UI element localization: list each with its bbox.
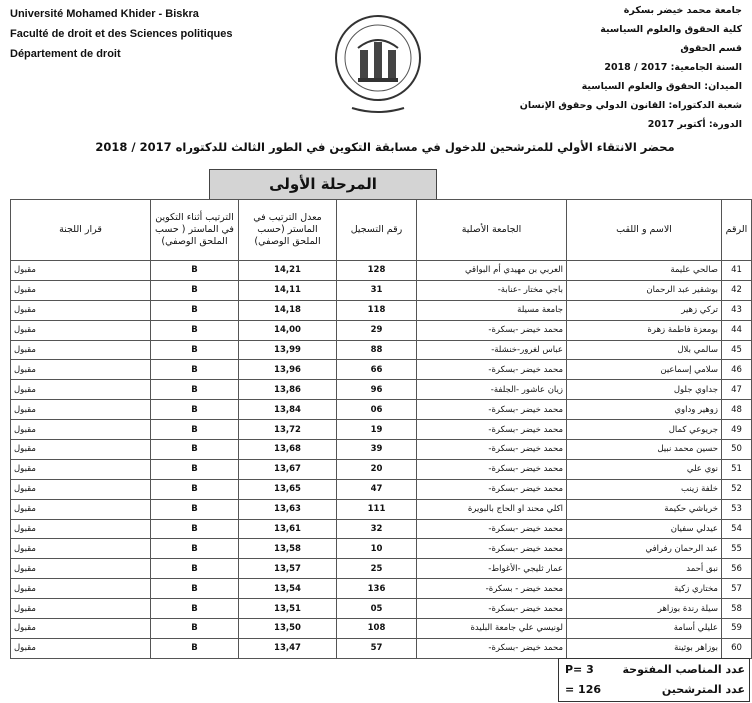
table-row — [11, 320, 752, 340]
registration-cell: 136 — [337, 579, 417, 599]
decision-cell: مقبول — [11, 400, 151, 420]
decision-cell: مقبول — [11, 599, 151, 619]
rank-cell: B — [151, 380, 239, 400]
average-cell: 13,54 — [239, 579, 337, 599]
decision-cell: مقبول — [11, 380, 151, 400]
university-cell: محمد خيضر -بسكرة- — [417, 519, 567, 539]
rank-cell: B — [151, 459, 239, 479]
university-cell: محمد خيضر -بسكرة- — [417, 400, 567, 420]
average-cell: 13,58 — [239, 539, 337, 559]
registration-cell: 19 — [337, 420, 417, 440]
number-cell: 48 — [722, 400, 752, 420]
table-header-row — [11, 200, 752, 261]
table-row — [11, 579, 752, 599]
open-posts-label: عدد المناصب المفتوحة — [622, 663, 745, 676]
university-cell: محمد خيضر -بسكرة- — [417, 320, 567, 340]
table-row — [11, 459, 752, 479]
average-cell: 13,72 — [239, 420, 337, 440]
university-cell: محمد خيضر -بسكرة- — [417, 479, 567, 499]
rank-cell: B — [151, 638, 239, 658]
phase-label: المرحلة الأولى — [209, 169, 437, 199]
table-row — [11, 499, 752, 519]
open-posts-value: P= 3 — [565, 663, 594, 676]
average-cell: 13,86 — [239, 380, 337, 400]
average-cell: 13,68 — [239, 440, 337, 460]
average-cell: 14,18 — [239, 300, 337, 320]
university-cell: جامعة مسيلة — [417, 300, 567, 320]
rank-cell: B — [151, 499, 239, 519]
decision-cell: مقبول — [11, 638, 151, 658]
table-row — [11, 261, 752, 281]
academic-year: السنة الجامعية: 2017 / 2018 — [604, 62, 742, 73]
rank-cell: B — [151, 320, 239, 340]
decision-cell: مقبول — [11, 360, 151, 380]
number-cell: 58 — [722, 599, 752, 619]
header-ar — [520, 1, 742, 134]
rank-cell: B — [151, 440, 239, 460]
table-row — [11, 440, 752, 460]
registration-cell: 29 — [337, 320, 417, 340]
rank-cell: B — [151, 420, 239, 440]
average-cell: 13,57 — [239, 559, 337, 579]
candidates-label: عدد المترشحين — [661, 683, 745, 696]
university-cell: محمد خيضر -بسكرة- — [417, 360, 567, 380]
registration-cell: 32 — [337, 519, 417, 539]
decision-cell: مقبول — [11, 619, 151, 639]
number-cell: 44 — [722, 320, 752, 340]
name-cell: بومعزة فاطمة زهرة — [567, 320, 722, 340]
name-cell: جريوعي كمال — [567, 420, 722, 440]
name-cell: سيلة رندة بوزاهر — [567, 599, 722, 619]
registration-cell: 25 — [337, 559, 417, 579]
header-decision: قرار اللجنة — [11, 200, 151, 261]
university-name-fr: Université Mohamed Khider - Biskra — [10, 8, 199, 20]
decision-cell: مقبول — [11, 440, 151, 460]
number-cell: 45 — [722, 340, 752, 360]
average-cell: 14,21 — [239, 261, 337, 281]
number-cell: 54 — [722, 519, 752, 539]
university-cell: اكلي محند او الحاج بالبويرة — [417, 499, 567, 519]
registration-cell: 57 — [337, 638, 417, 658]
rank-cell: B — [151, 400, 239, 420]
number-cell: 46 — [722, 360, 752, 380]
name-cell: جداوي جلول — [567, 380, 722, 400]
name-cell: بوزاهر بوثينة — [567, 638, 722, 658]
number-cell: 53 — [722, 499, 752, 519]
table-row — [11, 559, 752, 579]
number-cell: 51 — [722, 459, 752, 479]
name-cell: حسين محمد نبيل — [567, 440, 722, 460]
university-name-ar: جامعة محمد خيضر بسكرة — [623, 5, 742, 16]
name-cell: مختاري زكية — [567, 579, 722, 599]
registration-cell: 108 — [337, 619, 417, 639]
registration-cell: 96 — [337, 380, 417, 400]
faculty-name-ar: كلية الحقوق والعلوم السياسية — [600, 24, 742, 35]
name-cell: نوي علي — [567, 459, 722, 479]
candidates-table — [10, 199, 752, 659]
average-cell: 14,11 — [239, 280, 337, 300]
rank-cell: B — [151, 261, 239, 281]
average-cell: 13,99 — [239, 340, 337, 360]
number-cell: 57 — [722, 579, 752, 599]
university-cell: محمد خيضر -بسكرة- — [417, 440, 567, 460]
name-cell: خلفة زينب — [567, 479, 722, 499]
average-cell: 13,84 — [239, 400, 337, 420]
registration-cell: 10 — [337, 539, 417, 559]
decision-cell: مقبول — [11, 539, 151, 559]
table-row — [11, 638, 752, 658]
average-cell: 13,51 — [239, 599, 337, 619]
university-cell: لونيسي علي جامعة البليدة — [417, 619, 567, 639]
header-name: الاسم و اللقب — [567, 200, 722, 261]
name-cell: عليلي أسامة — [567, 619, 722, 639]
table-row — [11, 300, 752, 320]
university-cell: محمد خيضر -بسكرة- — [417, 599, 567, 619]
table-row — [11, 420, 752, 440]
name-cell: سلامي إسماعين — [567, 360, 722, 380]
rank-cell: B — [151, 579, 239, 599]
header-university: الجامعة الأصلية — [417, 200, 567, 261]
rank-cell: B — [151, 340, 239, 360]
decision-cell: مقبول — [11, 559, 151, 579]
name-cell: عيدلي سفيان — [567, 519, 722, 539]
header-average: معدل الترتيب في الماستر (حسب الملحق الوصفي) — [239, 200, 337, 261]
university-cell: عمار ثليجي -الأغواط- — [417, 559, 567, 579]
header-fr — [10, 4, 233, 64]
average-cell: 13,61 — [239, 519, 337, 539]
average-cell: 13,47 — [239, 638, 337, 658]
decision-cell: مقبول — [11, 340, 151, 360]
number-cell: 47 — [722, 380, 752, 400]
registration-cell: 31 — [337, 280, 417, 300]
university-cell: محمد خيضر -بسكرة- — [417, 459, 567, 479]
number-cell: 41 — [722, 261, 752, 281]
decision-cell: مقبول — [11, 300, 151, 320]
name-cell: خرباشي حكيمة — [567, 499, 722, 519]
university-cell: زيان عاشور -الجلفة- — [417, 380, 567, 400]
table-row — [11, 619, 752, 639]
registration-cell: 20 — [337, 459, 417, 479]
university-cell: محمد خيضر -بسكرة- — [417, 638, 567, 658]
number-cell: 43 — [722, 300, 752, 320]
rank-cell: B — [151, 300, 239, 320]
name-cell: بوشقير عبد الرحمان — [567, 280, 722, 300]
average-cell: 13,67 — [239, 459, 337, 479]
table-row — [11, 280, 752, 300]
table-row — [11, 360, 752, 380]
name-cell: نبق أحمد — [567, 559, 722, 579]
registration-cell: 111 — [337, 499, 417, 519]
decision-cell: مقبول — [11, 280, 151, 300]
university-logo-icon — [332, 8, 424, 118]
average-cell: 13,50 — [239, 619, 337, 639]
rank-cell: B — [151, 360, 239, 380]
table-row — [11, 400, 752, 420]
field-name: الميدان: الحقوق والعلوم السياسية — [581, 81, 742, 92]
session: الدورة: أكتوبر 2017 — [647, 119, 742, 130]
number-cell: 42 — [722, 280, 752, 300]
name-cell: صالحي عليمة — [567, 261, 722, 281]
number-cell: 60 — [722, 638, 752, 658]
rank-cell: B — [151, 519, 239, 539]
number-cell: 56 — [722, 559, 752, 579]
name-cell: زوهير وداوي — [567, 400, 722, 420]
table-row — [11, 599, 752, 619]
header-registration: رقم التسجيل — [337, 200, 417, 261]
header-number: الرقم — [722, 200, 752, 261]
number-cell: 49 — [722, 420, 752, 440]
name-cell: تركي زهير — [567, 300, 722, 320]
faculty-name-fr: Faculté de droit et des Sciences politiques — [10, 28, 233, 40]
summary-box — [558, 658, 750, 702]
decision-cell: مقبول — [11, 579, 151, 599]
registration-cell: 06 — [337, 400, 417, 420]
header-rank: الترتيب أثناء التكوين في الماستر ( حسب الملحق الوصفي) — [151, 200, 239, 261]
document-title: محضر الانتقاء الأولي للمترشحين للدخول في مسابقة التكوين في الطور الثالث للدكتوراه 2017 / 2018 — [95, 140, 675, 154]
registration-cell: 05 — [337, 599, 417, 619]
rank-cell: B — [151, 479, 239, 499]
registration-cell: 128 — [337, 261, 417, 281]
decision-cell: مقبول — [11, 420, 151, 440]
number-cell: 59 — [722, 619, 752, 639]
registration-cell: 66 — [337, 360, 417, 380]
university-cell: العربي بن مهيدي أم البواقي — [417, 261, 567, 281]
average-cell: 13,96 — [239, 360, 337, 380]
university-cell: باجي مختار -عنابة- — [417, 280, 567, 300]
rank-cell: B — [151, 599, 239, 619]
registration-cell: 39 — [337, 440, 417, 460]
decision-cell: مقبول — [11, 261, 151, 281]
name-cell: عبد الرحمان رفرافي — [567, 539, 722, 559]
decision-cell: مقبول — [11, 459, 151, 479]
table-row — [11, 539, 752, 559]
decision-cell: مقبول — [11, 320, 151, 340]
table-row — [11, 519, 752, 539]
rank-cell: B — [151, 559, 239, 579]
doctorate-branch: شعبة الدكتوراه: القانون الدولي وحقوق الإنسان — [519, 100, 742, 111]
name-cell: سالمي بلال — [567, 340, 722, 360]
average-cell: 14,00 — [239, 320, 337, 340]
rank-cell: B — [151, 539, 239, 559]
rank-cell: B — [151, 280, 239, 300]
department-name-fr: Département de droit — [10, 48, 121, 60]
number-cell: 52 — [722, 479, 752, 499]
university-cell: محمد خيضر - بسكرة- — [417, 579, 567, 599]
number-cell: 55 — [722, 539, 752, 559]
decision-cell: مقبول — [11, 479, 151, 499]
registration-cell: 47 — [337, 479, 417, 499]
university-cell: عباس لغرور-خنشلة- — [417, 340, 567, 360]
registration-cell: 118 — [337, 300, 417, 320]
decision-cell: مقبول — [11, 499, 151, 519]
candidates-value: = 126 — [565, 683, 602, 696]
table-row — [11, 340, 752, 360]
university-cell: محمد خيضر -بسكرة- — [417, 420, 567, 440]
department-name-ar: قسم الحقوق — [680, 43, 742, 54]
average-cell: 13,63 — [239, 499, 337, 519]
rank-cell: B — [151, 619, 239, 639]
number-cell: 50 — [722, 440, 752, 460]
decision-cell: مقبول — [11, 519, 151, 539]
university-cell: محمد خيضر -بسكرة- — [417, 539, 567, 559]
table-row — [11, 380, 752, 400]
registration-cell: 88 — [337, 340, 417, 360]
average-cell: 13,65 — [239, 479, 337, 499]
table-row — [11, 479, 752, 499]
